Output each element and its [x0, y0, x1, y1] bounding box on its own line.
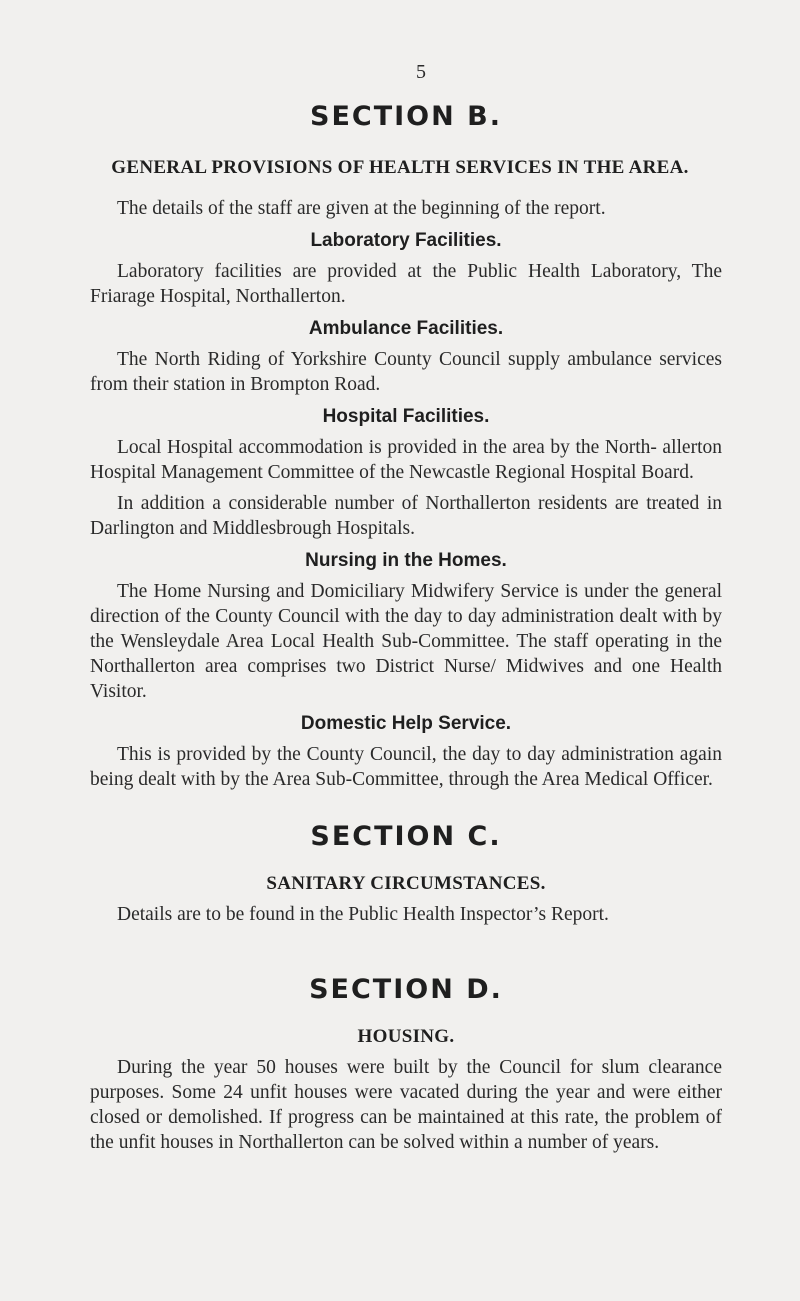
staff-intro-paragraph: The details of the staff are given at the beginning of the report. — [117, 198, 606, 219]
hospital-paragraph-2: In addition a considerable number of Northallerton residents are treated in Darlington and Middlesbrough Hospitals. — [90, 493, 722, 539]
spacer — [90, 933, 722, 973]
document-page — [90, 60, 722, 1161]
section-b-heading: SECTION B. — [310, 101, 502, 132]
laboratory-paragraph: Laboratory facilities are provided at the Public Health Laboratory, The Friarage Hospital, Northallerton. — [90, 261, 722, 307]
section-b-title: GENERAL PROVISIONS OF HEALTH SERVICES IN THE AREA. — [111, 157, 689, 178]
housing-paragraph: During the year 50 houses were built by the Council for slum clearance purposes. Some 24 unfit houses were vacated during the year and were either closed or demolished. If progress can be maintained at this rate, the problem of the unfit houses in Northallerton can be solved within a number of years. — [90, 1057, 722, 1153]
sanitary-paragraph: Details are to be found in the Public Health Inspector’s Report. — [117, 904, 609, 925]
section-c-heading: SECTION C. — [310, 821, 502, 852]
ambulance-paragraph: The North Riding of Yorkshire County Council supply ambulance services from their station in Brompton Road. — [90, 349, 722, 395]
page-number: 5 — [416, 61, 426, 83]
section-c-title: SANITARY CIRCUMSTANCES. — [266, 873, 546, 894]
nursing-paragraph: The Home Nursing and Domiciliary Midwifery Service is under the general direction of the County Council with the day to day administration dealt with by the Wensleydale Area Local Health Sub-Committee. The staff operating in the Northallerton area comprises two District Nurse/ Midwives and one Health Visitor. — [90, 581, 722, 702]
spacer — [90, 798, 722, 820]
nursing-heading: Nursing in the Homes. — [305, 550, 507, 571]
hospital-paragraph-1: Local Hospital accommodation is provided in the area by the North- allerton Hospital Management Committee of the Newcastle Regional Hospital Board. — [90, 437, 722, 483]
domestic-help-paragraph: This is provided by the County Council, the day to day administration again being dealt with by the Area Sub-Committee, through the Area Medical Officer. — [90, 744, 722, 790]
hospital-heading: Hospital Facilities. — [322, 406, 490, 427]
section-d-heading: SECTION D. — [309, 974, 503, 1005]
ambulance-heading: Ambulance Facilities. — [308, 318, 504, 339]
domestic-help-heading: Domestic Help Service. — [300, 713, 512, 734]
section-d-title: HOUSING. — [357, 1026, 455, 1047]
laboratory-heading: Laboratory Facilities. — [310, 230, 502, 251]
